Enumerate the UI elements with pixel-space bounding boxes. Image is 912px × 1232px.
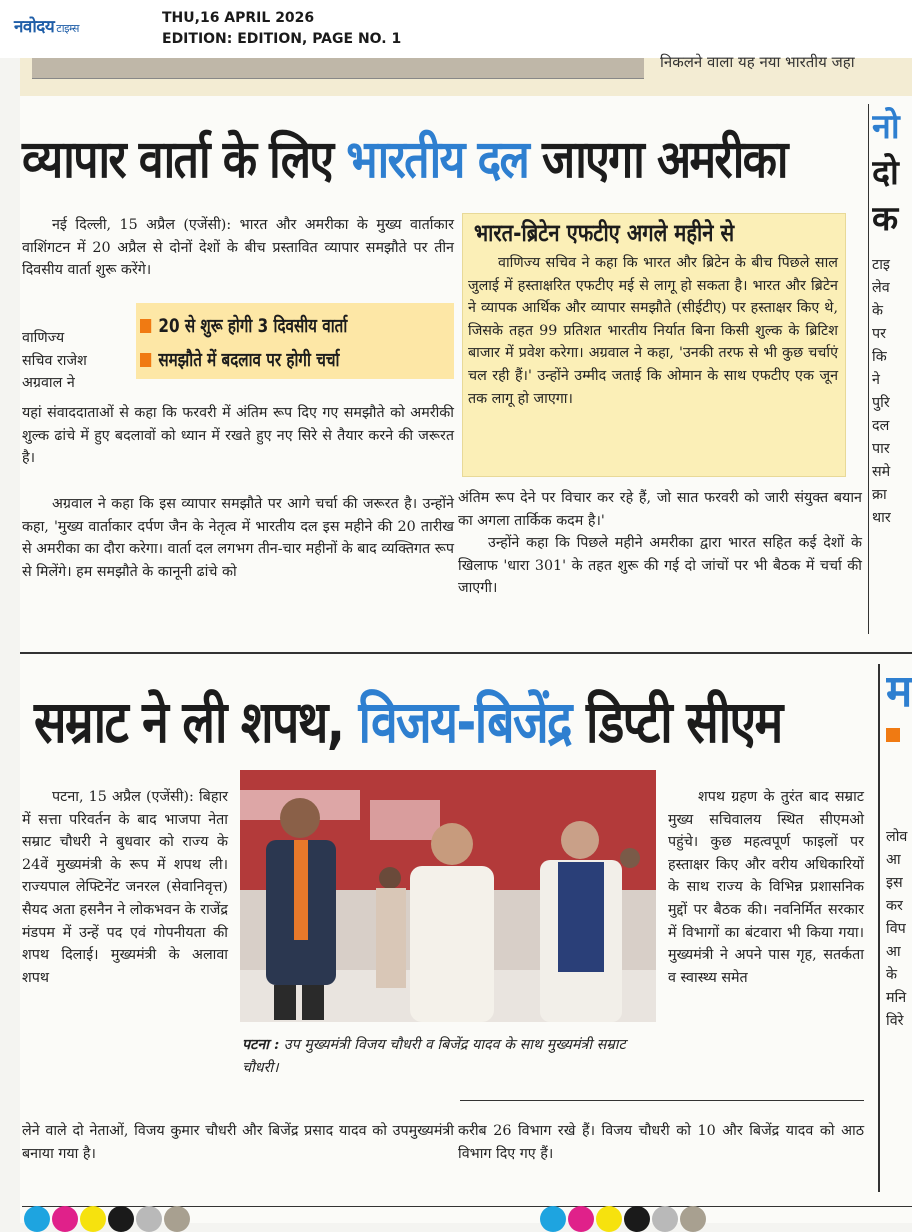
story1-para1c-text: यहां संवाददाताओं से कहा कि फरवरी में अंतिम रूप दिए गए समझौते को अमरीकी शुल्क ढांचे में हुए बदलावों को ध्यान में रखते हुए नए सिरे से तैयार करने की जरूरत है। [22, 405, 454, 467]
orange-square-icon [886, 728, 900, 742]
edition-line: EDITION: EDITION, PAGE NO. 1 [162, 31, 402, 47]
registration-mark-black [108, 1206, 134, 1232]
story1-col2 [458, 487, 862, 600]
right-edge-head-4: म [886, 666, 912, 717]
right-edge-line: आ [886, 852, 901, 868]
registration-mark-gray [652, 1206, 678, 1232]
story2-right-text: शपथ ग्रहण के तुरंत बाद सम्राट मुख्य सचिवालय स्थित सीएमओ पहुंचे। कुछ महत्वपूर्ण फाइलों पर हस्ताक्षर किए और वरीय अधिकारियों के साथ राज्य के विभिन्न प्रशासनिक मुद्दों पर बैठक की। नवनिर्मित सरकार में विभागों का बंटवारा भी किया गया। मुख्यमंत्री ने अपने पास गृह, सतर्कता व स्वास्थ्य समेत [668, 789, 864, 986]
top-photo-fragment [32, 58, 644, 79]
right-edge-line: टाइ [872, 257, 890, 273]
story1-para1a-text: नई दिल्ली, 15 अप्रैल (एजेंसी): भारत और अमरीका के मुख्य वार्ताकार वाशिंगटन में 20 अप्रैल से दोनों देशों के बीच प्रस्तावित व्यापार समझौते पर तीन दिवसीय वार्ता शुरू करेंगे। [22, 217, 454, 279]
right-edge-line: क्रा [872, 487, 887, 503]
registration-mark-tan [680, 1206, 706, 1232]
story1-para1b-line2: सचिव राजेश [22, 352, 87, 369]
highlight-1-text: 20 से शुरू होगी 3 दिवसीय वार्ता [158, 315, 348, 337]
right-edge-column-1 [872, 104, 912, 664]
right-edge-line: आ [886, 944, 901, 960]
right-edge-column-2 [886, 660, 912, 1200]
column-divider [878, 664, 880, 1192]
right-edge-line: लेव [872, 280, 890, 296]
story1-para1b-line3: अग्रवाल ने [22, 375, 75, 392]
photo-caption [242, 1034, 660, 1079]
top-bar [0, 0, 912, 58]
caption-place: पटना : [242, 1037, 280, 1053]
right-edge-line: थार [872, 510, 891, 526]
sidebar-text-body: वाणिज्य सचिव ने कहा कि भारत और ब्रिटेन के बीच पिछले साल जुलाई में हस्ताक्षरित एफटीए मई से लागू हो सकता है। भारत और ब्रिटेन ने व्यापक आर्थिक और व्यापार समझौते (सीईटीए) पर हस्ताक्षर किए थे, जिसके तहत 99 प्रतिशत भारतीय निर्यात बिना किसी शुल्क के ब्रिटिश बाजार में प्रवेश करेगा। अग्रवाल ने कहा, 'उनकी तरफ से भी कुछ चर्चाएं चल रही हैं।' उन्होंने उम्मीद जताई कि ओमान के साथ एफटीए एक जून तक लागू हो जाएगा। [468, 255, 838, 407]
story2-headline [34, 680, 782, 759]
story1-col2-cont: अंतिम रूप देने पर विचार कर रहे हैं, जो सात फरवरी को जारी संयुक्त बयान का अगला तार्किक कदम है।' [458, 490, 862, 529]
sidebar-title: भारत-ब्रिटेन एफटीए अगले महीने से [474, 219, 735, 247]
story2-left-text: पटना, 15 अप्रैल (एजेंसी): बिहार में सत्ता परिवर्तन के बाद भाजपा नेता सम्राट चौधरी ने बुधवार को राज्य के 24वें मुख्यमंत्री के रूप में शपथ ली। राज्यपाल लेफ्टिनेंट जनरल (सेवानिवृत्त) सैयद अता हसनैन ने लोकभवन के राजेंद्र मंडपम में उन्हें पद एवं गोपनीयता की शपथ दिलाई। मुख्यमंत्री के अलावा शपथ [22, 789, 228, 986]
newspaper-logo[interactable] [14, 14, 79, 37]
caption-text: उप मुख्यमंत्री विजय चौधरी व बिजेंद्र यादव के साथ मुख्यमंत्री सम्राट चौधरी। [242, 1037, 626, 1076]
right-edge-line: विरे [886, 1013, 904, 1029]
story2-right-column [668, 786, 864, 989]
story2-bottom-left [22, 1120, 454, 1165]
rule-line [460, 1100, 864, 1101]
story1-col2-para2: उन्होंने कहा कि पिछले महीने अमरीका द्वारा भारत सहित कई देशों के खिलाफ 'धारा 301' के तहत शुरू की गई दो जांचों पर भी बैठक में चर्चा की जाएगी। [458, 535, 862, 597]
story1-para2-text: अग्रवाल ने कहा कि इस व्यापार समझौते पर आगे चर्चा की जरूरत है। उन्होंने कहा, 'मुख्य वार्ताकार दर्पण जैन के नेतृत्व में भारतीय दल इस महीने की 20 तारीख से अमरीका का दौरा करेगा। वार्ता दल लगभग तीन-चार महीनों के बाद व्यक्तिगत रूप से मिलेंगे। हम समझौते के कानूनी ढांचे को [22, 496, 454, 580]
orange-square-icon [140, 353, 151, 367]
story1-headline [22, 122, 787, 193]
section-divider [20, 652, 912, 654]
right-edge-line: इस [886, 875, 903, 891]
story1-headline-highlight: भारतीय दल [346, 130, 529, 190]
logo-main-text: नवोदय [14, 17, 55, 37]
story1-headline-part2: जाएगा अमरीका [528, 130, 787, 190]
story1-para1a [22, 214, 454, 282]
story2-bottom-left-text: लेने वाले दो नेताओं, विजय कुमार चौधरी और बिजेंद्र प्रसाद यादव को उपमुख्यमंत्री बनाया गया है। [22, 1123, 454, 1162]
highlight-1 [140, 312, 347, 338]
date-line: THU,16 APRIL 2026 [162, 10, 315, 26]
registration-mark-yellow [596, 1206, 622, 1232]
right-edge-head-2: दो [872, 153, 899, 193]
right-edge-line: समे [872, 464, 891, 480]
story2-bottom-right [458, 1120, 864, 1165]
registration-mark-tan [164, 1206, 190, 1232]
highlight-2 [140, 346, 339, 372]
registration-mark-gray [136, 1206, 162, 1232]
registration-mark-cyan [540, 1206, 566, 1232]
right-edge-line: ने [872, 372, 880, 388]
right-edge-line: लोव [886, 829, 908, 845]
orange-square-icon [140, 319, 151, 333]
story2-bottom-right-text: करीब 26 विभाग रखे हैं। विजय चौधरी को 10 और बिजेंद्र यादव को आठ विभाग दिए गए हैं। [458, 1123, 864, 1162]
sidebar-text [468, 252, 838, 410]
story2-headline-part1: सम्राट ने ली शपथ, [34, 688, 359, 756]
right-edge-line: के [872, 303, 883, 319]
news-photo[interactable] [240, 770, 656, 1022]
right-edge-line: पुरि [872, 395, 890, 411]
story1-para2 [22, 493, 454, 583]
right-edge-line: मनि [886, 990, 907, 1006]
right-edge-head-3: क [872, 199, 899, 239]
right-edge-line: पार [872, 441, 890, 457]
right-edge-line: पर [872, 326, 886, 342]
column-divider [868, 104, 869, 634]
top-strip-text: निकलने वाला यह नया भारतीय जहा [660, 53, 855, 71]
registration-mark-black [624, 1206, 650, 1232]
story2-headline-part2: डिप्टी सीएम [570, 688, 782, 756]
news-photo-illustration [240, 770, 656, 1022]
right-edge-line: के [886, 967, 897, 983]
story1-para1c [22, 402, 454, 470]
story2-headline-highlight: विजय-बिजेंद्र [358, 688, 571, 756]
story1-para1b [22, 327, 132, 395]
story1-headline-part1: व्यापार वार्ता के लिए [22, 130, 347, 190]
story1-para1b-line1: वाणिज्य [22, 330, 65, 346]
right-edge-line: कर [886, 898, 903, 914]
right-edge-line: दल [872, 418, 890, 434]
logo-sub-text: टाइम्स [56, 22, 79, 35]
right-edge-line: विप [886, 921, 906, 937]
highlight-2-text: समझौते में बदलाव पर होगी चर्चा [158, 349, 340, 371]
registration-mark-magenta [52, 1206, 78, 1232]
registration-mark-magenta [568, 1206, 594, 1232]
right-edge-head-1: नो [872, 107, 900, 147]
registration-mark-yellow [80, 1206, 106, 1232]
right-edge-line: कि [872, 349, 887, 365]
story2-left-column [22, 786, 228, 989]
registration-mark-cyan [24, 1206, 50, 1232]
